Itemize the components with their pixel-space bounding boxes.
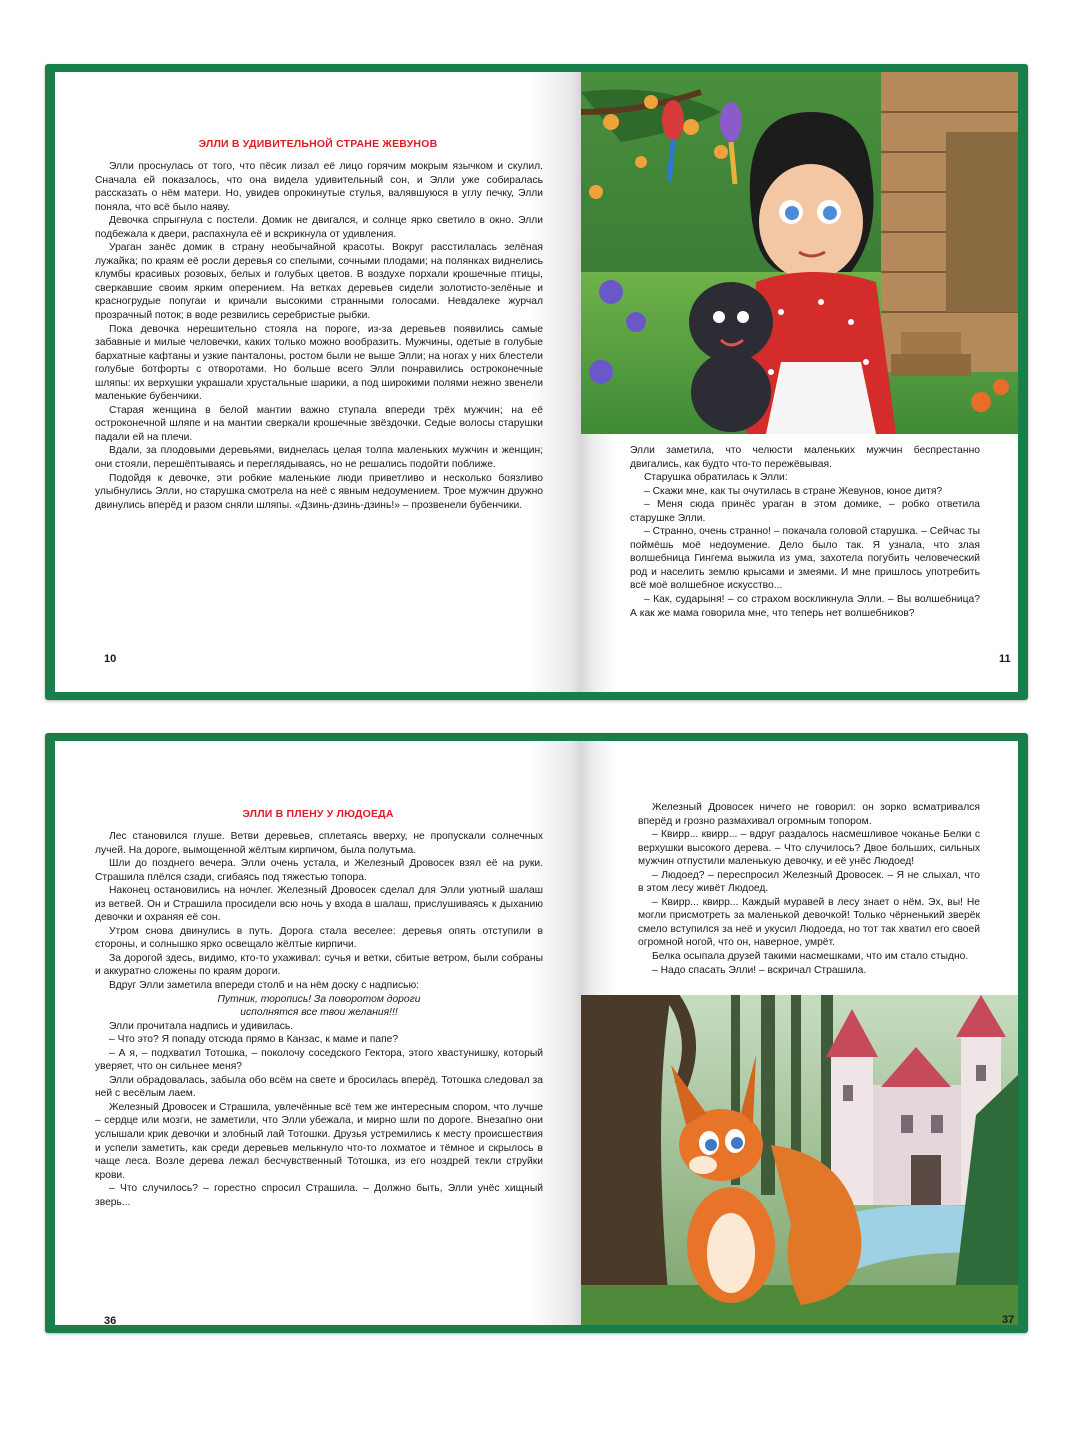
- paragraph: Ураган занёс домик в страну необычайной красоты. Вокруг расстилалась зелёная лужайка; по краям её росли деревья со спелыми, сочными плодами; на полянках виднелись клумбы красивых розовых, белых и голубых цветов. В воздухе порхали крошечные птицы, сверкавшие своим ярким оперением. На ветках деревьев сидели золотисто-зелёные и красногрудые попугаи и кричали высокими странными голосами. Невдалеке журчал прозрачный поток; в воде резвились серебристые рыбки.: [95, 242, 543, 322]
- paragraph: Старушка обратилась к Элли:: [644, 472, 788, 484]
- page-36: [55, 741, 581, 1325]
- paragraph: – Как, сударыня! – со страхом воскликнула Элли. – Вы волшебница? А как же мама говорила мне, что теперь нет волшебников?: [630, 594, 980, 619]
- paragraph: – Странно, очень странно! – покачала головой старушка. – Сейчас ты поймёшь моё недоумение. Дело было так. Я узнала, что злая волшебница Гингема выжила из ума, захотела погубить человеческий род и населить землю крысами и змеями. И мне пришлось употребить всё моё волшебное искусство...: [630, 526, 980, 592]
- paragraph: Старая женщина в белой мантии важно ступала впереди трёх мужчин; на её остроконечной шляпе и на мантии сверкали крошечные звёздочки. Седые волосы старушки падали ей на плечи.: [95, 404, 543, 443]
- paragraph: – Что случилось? – горестно спросил Страшила. – Должно быть, Элли унёс хищный зверь...: [95, 1183, 543, 1208]
- paragraph: За дорогой здесь, видимо, кто-то ухаживал: сучья и ветки, сбитые ветром, были собраны и аккуратно сложены по краям дороги.: [95, 952, 543, 978]
- paragraph: Вдруг Элли заметила впереди столб и на нём доску с надписью:: [109, 980, 420, 992]
- chapter-title: ЭЛЛИ В УДИВИТЕЛЬНОЙ СТРАНЕ ЖЕВУНОВ: [198, 138, 438, 150]
- page-number: 10: [104, 653, 117, 665]
- paragraph: Шли до позднего вечера. Элли очень устала, и Железный Дровосек взял её на руки. Страшила плёлся сзади, сгибаясь под тяжестью топора.: [95, 858, 543, 883]
- page-number: 36: [104, 1315, 117, 1325]
- page-text: [638, 801, 980, 977]
- paragraph: Подойдя к девочке, эти робкие маленькие люди приветливо и несколько боязливо улыбнулись Элли, но старушка смотрела на неё с явным недоумением. Трое мужчин дружно двинулись вперёд и разом сняли шляпы. «Дзинь-дзинь-дзинь!» – прозвенели бубенчики.: [95, 472, 543, 511]
- page-number: 37: [1002, 1314, 1015, 1325]
- paragraph: Железный Дровосек ничего не говорил: он зорко всматривался вперёд и грозно размахивал огромным топором.: [638, 802, 980, 827]
- sign-verse-line: Путник, торопись! За поворотом дороги: [217, 993, 421, 1005]
- paragraph: Вдали, за плодовыми деревьями, виднелась целая толпа маленьких мужчин и женщин; они стояли, перешёптываясь и переглядываясь, но не решались подойти поближе.: [95, 445, 543, 471]
- paragraph: – Квирр... квирр... Каждый муравей в лесу знает о нём. Эх, вы! Не могли присмотреть за маленькой девочкой! Только чёрненький зверёк смело вступился за неё и укусил Людоеда, но тот так хватил его своей огромной ногой, что он, наверное, умрёт.: [638, 896, 980, 949]
- paragraph: Элли прочитала надпись и удивилась.: [109, 1020, 294, 1032]
- paragraph: Наконец остановились на ночлег. Железный Дровосек сделал для Элли уютный шалаш из ветвей. Он и Страшила просидели всю ночь у входа в шалаш, прислушиваясь к дыханию девочки и охраняя её сон.: [95, 885, 543, 924]
- paragraph: Утром снова двинулись в путь. Дорога стала веселее: деревья опять отступили в стороны, и солнышко ярко освещало жёлтые кирпичи.: [95, 925, 543, 951]
- paragraph: – Скажи мне, как ты очутилась в стране Жевунов, юное дитя?: [644, 485, 943, 497]
- paragraph: Девочка спрыгнула с постели. Домик не двигался, и солнце ярко светило в окно. Элли подбежала к двери, распахнула её и вскрикнула от удивления.: [95, 215, 543, 240]
- chapter-title: ЭЛЛИ В ПЛЕНУ У ЛЮДОЕДА: [242, 808, 394, 820]
- paragraph: – Надо спасать Элли! – вскричал Страшила.: [652, 964, 867, 976]
- paragraph: – А я, – подхватил Тотошка, – поколочу соседского Гектора, этого хвастунишку, который уверяет, что он сильнее меня?: [95, 1047, 543, 1073]
- page-text: [630, 444, 980, 620]
- paragraph: Элли заметила, что челюсти маленьких мужчин беспрестанно двигались, как будто что-то пережёвывая.: [630, 445, 980, 470]
- sign-verse-line: исполнятся все твои желания!!!: [240, 1007, 398, 1019]
- paragraph: Белка осыпала друзей такими насмешками, что им стало стыдно.: [652, 951, 969, 963]
- book-spread-1: [45, 64, 1028, 700]
- girl-with-dog-illustration: [581, 72, 1018, 434]
- page-number: 11: [999, 653, 1011, 665]
- book-spread-2: [45, 733, 1028, 1333]
- paragraph: Железный Дровосек и Страшила, увлечённые всё тем же интересным спором, что лучше – сердце или мозги, не заметили, что Элли убежала, и мирно шли по дороге. Внезапно они услышали крик девочки и злобный лай Тотошки. Друзья устремились к месту происшествия и успели заметить, как среди деревьев мелькнуло что-то лохматое и тёмное и скрылось в чаще леса. Возле дерева лежал бесчувственный Тотошка, из его ноздрей текли струйки крови.: [95, 1101, 543, 1181]
- page-37: [581, 741, 1018, 1325]
- page-10: [55, 72, 581, 692]
- paragraph: Элли обрадовалась, забыла обо всём на свете и бросилась вперёд. Тотошка следовал за ней с весёлым лаем.: [95, 1074, 543, 1100]
- page-11: [581, 72, 1018, 692]
- paragraph: – Людоед? – переспросил Железный Дровосек. – Я не слыхал, что в этом лесу живёт Людоед.: [638, 869, 980, 895]
- page-text: [95, 830, 543, 1209]
- paragraph: – Что это? Я попаду отсюда прямо в Канзас, к маме и папе?: [109, 1034, 399, 1046]
- page-text: [95, 160, 543, 512]
- paragraph: Пока девочка нерешительно стояла на пороге, из-за деревьев появились самые забавные и милые человечки, каких только можно вообразить. Мужчины, одетые в голубые бархатные кафтаны и узкие панталоны, ростом были не выше Элли; на ногах у них блестели голубые ботфорты с отворотами. Но больше всего Элли понравились остроконечные шляпы: их верхушки украшали хрустальные шарики, а под широкими полями нежно звенели маленькие бубенчики.: [95, 323, 544, 403]
- paragraph: – Квирр... квирр... – вдруг раздалось насмешливое чоканье Белки с верхушки высокого дерева. – Что случилось? Двое больших, сильных мужчин отпустили маленькую девочку, и её унёс Людоед!: [638, 829, 980, 868]
- squirrel-castle-illustration: [581, 995, 1018, 1325]
- paragraph: Лес становился глуше. Ветви деревьев, сплетаясь вверху, не пропускали солнечных лучей. На дороге, вымощенной жёлтым кирпичом, была полутьма.: [95, 831, 543, 856]
- paragraph: Элли проснулась от того, что пёсик лизал её лицо горячим мокрым язычком и скулил. Сначала ей показалось, что она видела удивительный сон, и Элли уже собиралась рассказать о нём матери. Но, увидев опрокинутые стулья, валявшуюся в углу печку, Элли поняла, что всё было наяву.: [95, 161, 543, 213]
- paragraph: – Меня сюда принёс ураган в этом домике, – робко ответила старушке Элли.: [630, 499, 980, 524]
